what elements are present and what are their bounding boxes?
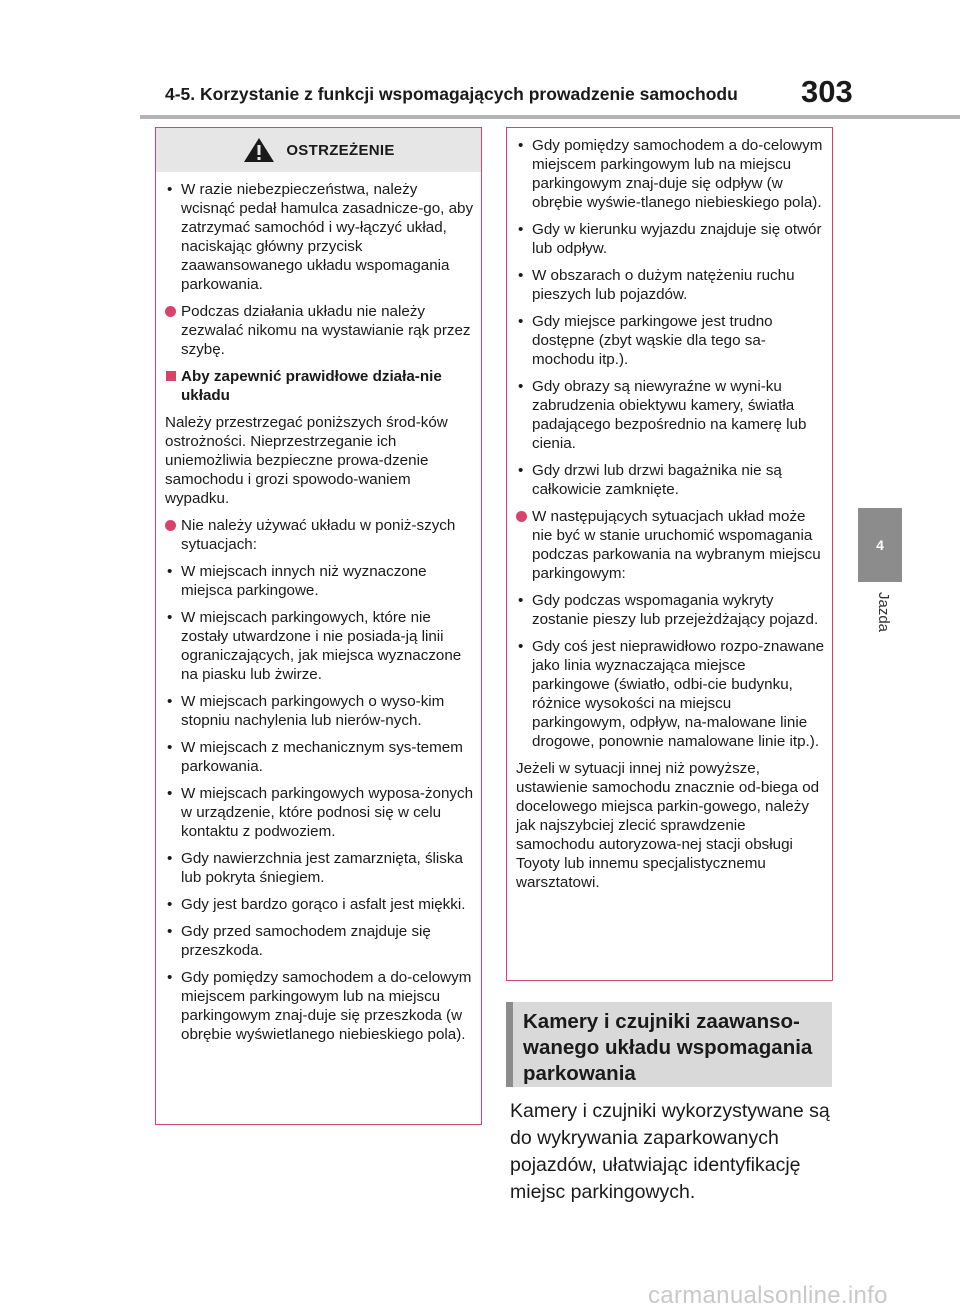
- chapter-tab: [858, 508, 902, 582]
- left-column-bullet-item: • Gdy przed samochodem znajduje się przeszkoda.: [165, 922, 475, 960]
- chapter-tab-number: 4: [876, 537, 884, 553]
- warning-box-right: [506, 127, 833, 981]
- right-column-bullet-item: • Gdy miejsce parkingowe jest trudno dostępne (zbyt wąskie dla tego sa-mochodu itp.).: [516, 312, 826, 369]
- left-column-circle-item: Podczas działania układu nie należy zezwalać nikomu na wystawianie rąk przez szybę.: [165, 302, 475, 359]
- right-column-circle-item: W następujących sytuacjach układ może nie być w stanie uruchomić wspomagania podczas parkowania na wybranym miejscu parkingowym:: [516, 507, 826, 583]
- chapter-tab-label: Jazda: [875, 592, 892, 633]
- page-number: 303: [801, 74, 853, 109]
- left-column-bullet-item: • W miejscach innych niż wyznaczone miejsca parkingowe.: [165, 562, 475, 600]
- right-column-bullet-item: • W obszarach o dużym natężeniu ruchu pieszych lub pojazdów.: [516, 266, 826, 304]
- left-column-square-item: Aby zapewnić prawidłowe działa-nie układu: [165, 367, 475, 405]
- right-column-bullet-item: • Gdy pomiędzy samochodem a do-celowym miejscem parkingowym lub na miejscu parkingowym znaj-duje się odpływ (w obrębie wyświe-tlanego niebieskiego pola).: [516, 136, 826, 212]
- right-column-bullet-item: • Gdy obrazy są niewyraźne w wyni-ku zabrudzenia obiektywu kamery, światła padającego bezpośrednio na kamerę lub cienia.: [516, 377, 826, 453]
- page-header-title: 4-5. Korzystanie z funkcji wspomagających prowadzenie samochodu: [165, 84, 738, 104]
- section-heading: Kamery i czujniki zaawanso-wanego układu wspomagania parkowania: [506, 1002, 832, 1087]
- header-rule: [140, 115, 960, 119]
- left-column-bullet-item: • Gdy pomiędzy samochodem a do-celowym miejscem parkingowym lub na miejscu parkingowym znaj-duje się przeszkoda (w obrębie wyświetlanego niebieskiego pola).: [165, 968, 475, 1044]
- warning-header: [156, 128, 481, 172]
- warning-box-left: [155, 127, 482, 1125]
- watermark: carmanualsonline.info: [648, 1282, 888, 1309]
- left-column-bullet-item: • Gdy nawierzchnia jest zamarznięta, śliska lub pokryta śniegiem.: [165, 849, 475, 887]
- right-column-bullet-item: • Gdy podczas wspomagania wykryty zostanie pieszy lub przejeżdżający pojazd.: [516, 591, 826, 629]
- right-column-bullet-item: • Gdy w kierunku wyjazdu znajduje się otwór lub odpływ.: [516, 220, 826, 258]
- warning-content-left: [165, 180, 475, 1052]
- left-column-bullet-item: • W miejscach parkingowych, które nie zostały utwardzone i nie posiada-ją linii ograniczających, jak miejsca wyznaczone na piasku lub żwirze.: [165, 608, 475, 684]
- left-column-bullet-item: • W miejscach parkingowych o wyso-kim stopniu nachylenia lub nierów-nych.: [165, 692, 475, 730]
- right-column-para-item: Jeżeli w sytuacji innej niż powyższe, ustawienie samochodu znacznie od-biega od docelowego miejsca parkin-gowego, należy jak najszybciej zlecić sprawdzenie samochodu autoryzowa-nej stacji obsługi Toyoty lub innemu specjalistycznemu warsztatowi.: [516, 760, 820, 891]
- right-column-bullet-item: • Gdy coś jest nieprawidłowo rozpo-znawane jako linia wyznaczająca miejsce parkingowe (światło, odbi-cie budynku, różnice wysokości na miejscu parkingowym, odpływ, na-malowane linie drogowe, ponownie namalowane linie itp.).: [516, 637, 826, 751]
- left-column-bullet-item: • Gdy jest bardzo gorąco i asfalt jest miękki.: [165, 895, 475, 914]
- left-column-bullet-item: • W miejscach parkingowych wyposa-żonych w urządzenie, które podnosi się w celu kontaktu z podwoziem.: [165, 784, 475, 841]
- warning-content-right: [516, 136, 826, 900]
- section-body: Kamery i czujniki wykorzystywane są do wykrywania zaparkowanych pojazdów, ułatwiając identyfikację miejsc parkingowych.: [510, 1100, 830, 1203]
- warning-title: OSTRZEŻENIE: [286, 141, 395, 159]
- left-column-bullet-item: • W miejscach z mechanicznym sys-temem parkowania.: [165, 738, 475, 776]
- left-column-circle-item: Nie należy używać układu w poniż-szych sytuacjach:: [165, 516, 475, 554]
- right-column-bullet-item: • Gdy drzwi lub drzwi bagażnika nie są całkowicie zamknięte.: [516, 461, 826, 499]
- left-column-para-item: Należy przestrzegać poniższych środ-ków ostrożności. Nieprzestrzeganie ich uniemożliwia bezpieczne prowa-dzenie samochodu i grozi spowodo-waniem wypadku.: [165, 414, 448, 507]
- left-column-bullet-item: • W razie niebezpieczeństwa, należy wcisnąć pedał hamulca zasadnicze-go, aby zatrzymać samochód i wy-łączyć układ, naciskając główny przycisk zaawansowanego układu wspomagania parkowania.: [165, 180, 475, 294]
- warning-triangle-icon: [242, 136, 276, 164]
